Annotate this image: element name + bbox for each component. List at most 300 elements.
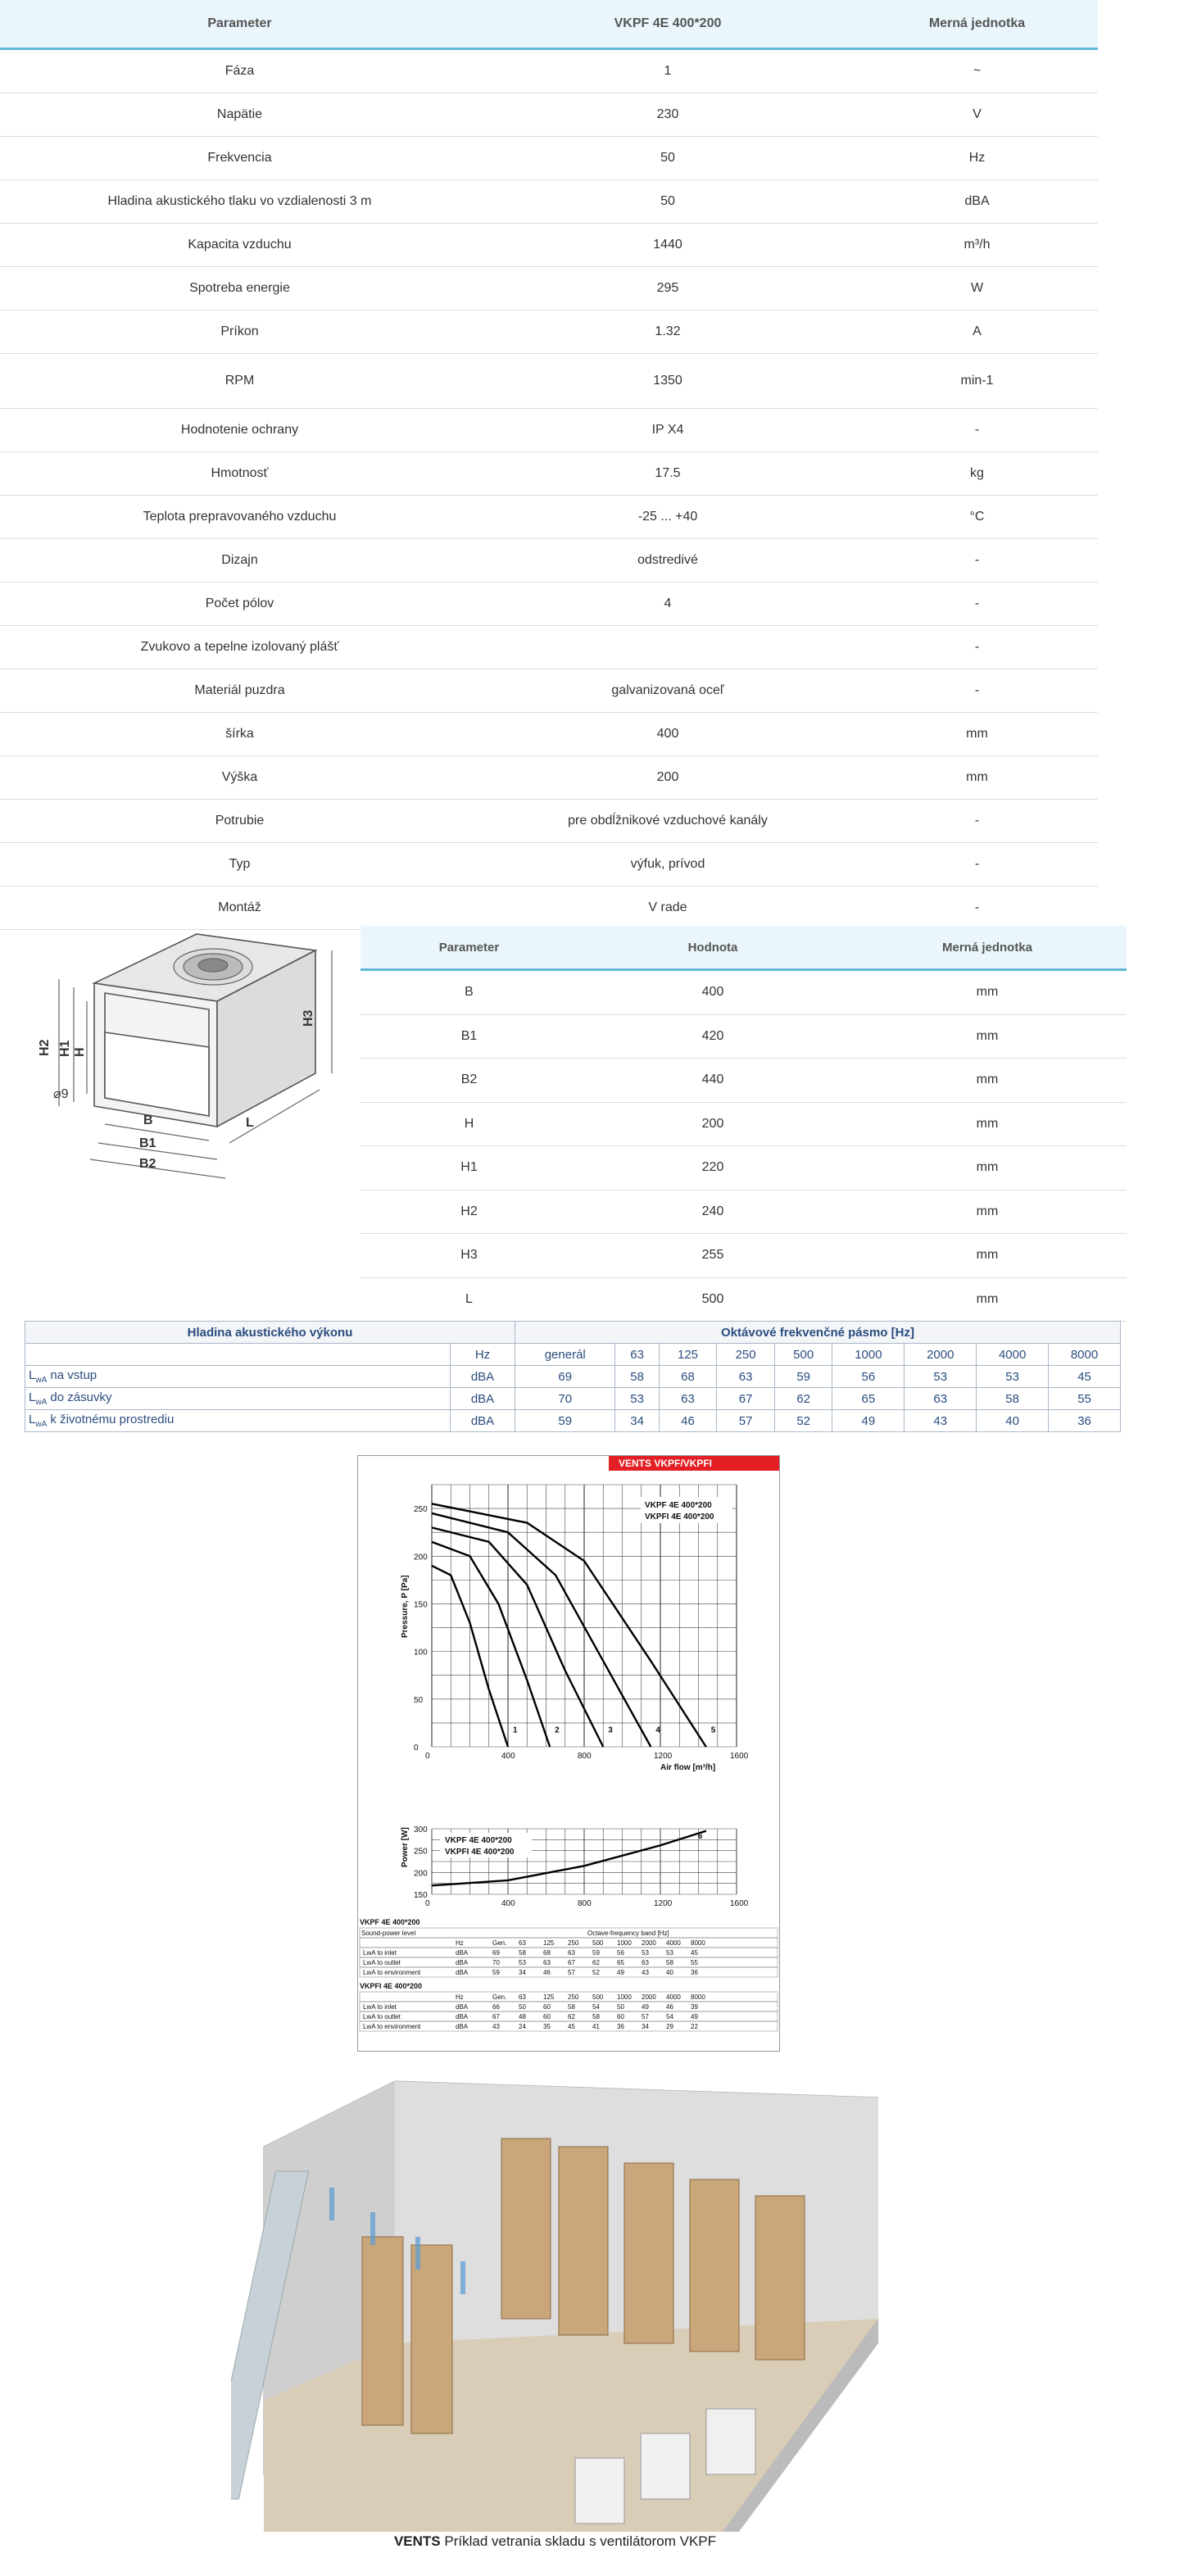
legend-item-1: VKPF 4E 400*200 (645, 1501, 712, 1510)
x-tick-label: 1600 (730, 1752, 749, 1761)
acoustic-band: 2000 (905, 1344, 977, 1366)
dim-parameter: H (464, 1116, 474, 1131)
mini-table-cell: 69 (492, 1949, 500, 1957)
acoustic-value: 63 (717, 1366, 775, 1388)
power-y-tick: 200 (414, 1869, 428, 1879)
spec-parameter: Potrubie (215, 814, 265, 828)
mini-table-cell: 58 (592, 2013, 600, 2020)
acoustic-value: 63 (905, 1388, 977, 1410)
spec-parameter: Napätie (216, 107, 263, 121)
x-tick-label: 1200 (654, 1752, 673, 1761)
mini-table-cell: 55 (691, 1959, 698, 1966)
legend-item-2: VKPFI 4E 400*200 (645, 1512, 714, 1522)
mini-table-cell: 50 (519, 2003, 526, 2011)
spec-parameter: Výška (221, 770, 258, 784)
spec-row (0, 669, 1098, 713)
caption-brand: VENTS (393, 2533, 441, 2549)
label-b2: B2 (139, 1157, 156, 1171)
y-tick-label: 200 (414, 1553, 428, 1562)
spec-parameter: Dizajn (221, 553, 258, 567)
mini-table-cell: 45 (568, 2023, 575, 2030)
dim-row (360, 1103, 1127, 1147)
mini-table-cell: 57 (642, 2013, 649, 2020)
acoustic-value: 56 (832, 1366, 905, 1388)
power-series-label: 6 (697, 1832, 703, 1841)
mini-table-cell: 36 (617, 2023, 624, 2030)
dim-row (360, 1015, 1127, 1059)
mini-table-cell: dBA (456, 1949, 469, 1957)
acoustic-value: 63 (659, 1388, 717, 1410)
spec-row (0, 496, 1098, 539)
mini-table-cell: 58 (519, 1949, 526, 1957)
spec-value: 230 (656, 107, 679, 121)
dim-row (360, 1278, 1127, 1322)
y-tick-label: 100 (414, 1648, 428, 1658)
mini-table-cell: 70 (492, 1959, 500, 1966)
spec-parameter: Montáž (218, 900, 261, 914)
spec-table (0, 0, 1098, 930)
acoustic-value: 70 (515, 1388, 615, 1410)
spec-parameter: Počet pólov (205, 596, 274, 610)
spec-row (0, 626, 1098, 669)
dim-unit: mm (976, 1160, 999, 1175)
dimension-table (360, 926, 1127, 1322)
power-y-tick: 300 (414, 1825, 428, 1834)
spec-value: 200 (656, 770, 679, 784)
spec-parameter: šírka (225, 727, 254, 741)
mini-table-header: Gen. (492, 1993, 507, 2001)
mini-table-cell: 29 (666, 2023, 673, 2030)
mini-table-header: 4000 (666, 1939, 681, 1947)
mini-table-cell: 54 (592, 2003, 600, 2011)
mini-table-cell: 58 (666, 1959, 673, 1966)
label-h1: H1 (58, 1040, 72, 1057)
mini-table-cell: dBA (456, 1959, 469, 1966)
power-x-tick: 1200 (654, 1899, 673, 1908)
series-line-2 (432, 1542, 550, 1747)
mini-table-header: 500 (592, 1939, 604, 1947)
acoustic-row-label: $L_{wA}$ na vstup (25, 1366, 451, 1388)
spec-row (0, 452, 1098, 496)
mini-table-cell: 41 (592, 2023, 600, 2030)
spec-parameter: Fáza (224, 64, 255, 78)
mini-table-cell: 24 (519, 2023, 526, 2030)
mini-table-header: 8000 (691, 1939, 705, 1947)
acoustic-band: 1000 (832, 1344, 905, 1366)
series-line-3 (432, 1527, 603, 1747)
acoustic-value: 45 (1049, 1366, 1121, 1388)
power-legend-1: VKPF 4E 400*200 (445, 1836, 512, 1845)
power-x-tick: 800 (578, 1899, 592, 1908)
spec-parameter: Zvukovo a tepelne izolovaný plášť (140, 640, 339, 654)
spec-parameter: Hmotnosť (211, 466, 269, 480)
spec-unit: kg (970, 466, 984, 480)
mini-table-cell: 63 (642, 1959, 649, 1966)
spec-row (0, 311, 1098, 354)
spec-row (0, 224, 1098, 267)
spec-value: 50 (660, 194, 675, 208)
header-unit: Merná jednotka (928, 16, 1026, 30)
mini-table-cell: 34 (642, 2023, 649, 2030)
spec-value: V rade (648, 900, 687, 914)
spec-unit: - (974, 683, 980, 697)
label-h: H (73, 1047, 87, 1057)
dim-parameter: B1 (460, 1028, 478, 1043)
mini-table-header: 2000 (642, 1939, 656, 1947)
dim-value: 420 (701, 1028, 724, 1043)
acoustic-row (25, 1410, 1121, 1432)
mini-table-cell: LwA to environment (363, 2023, 421, 2030)
spec-parameter: Hodnotenie ochrany (180, 423, 299, 437)
power-y-tick: 150 (414, 1891, 428, 1900)
acoustic-value: 58 (977, 1388, 1049, 1410)
acoustic-value: 52 (774, 1410, 832, 1432)
spec-row (0, 409, 1098, 452)
mini-table-cell: 40 (666, 1969, 673, 1976)
series-label-1: 1 (513, 1726, 518, 1735)
spec-unit: - (974, 900, 980, 914)
mini-table-cell: 39 (691, 2003, 698, 2011)
mini-table-title: VKPFI 4E 400*200 (360, 1982, 423, 1990)
mini-table-header: 63 (519, 1939, 526, 1947)
dim-unit: mm (976, 1028, 999, 1043)
mini-table-cell: 53 (519, 1959, 526, 1966)
mini-table-header: 125 (543, 1939, 555, 1947)
mini-table-cell: 54 (666, 2013, 673, 2020)
spec-row (0, 267, 1098, 311)
spec-unit: m³/h (964, 238, 991, 252)
dim-row (360, 1146, 1127, 1190)
spec-unit: V (973, 107, 982, 121)
mini-table-header: 250 (568, 1939, 579, 1947)
mini-table-header: Gen. (492, 1939, 507, 1947)
dim-header-value: Hodnota (687, 940, 738, 955)
acoustic-value: 67 (717, 1388, 775, 1410)
label-b1: B1 (139, 1136, 156, 1150)
mini-table-cell: 62 (592, 1959, 600, 1966)
acoustic-unit: dBA (451, 1410, 515, 1432)
dim-row (360, 1059, 1127, 1103)
power-y-tick: 250 (414, 1847, 428, 1857)
series-label-3: 3 (608, 1726, 613, 1735)
dim-unit: mm (976, 1248, 999, 1263)
spec-row (0, 50, 1098, 93)
mini-table-header: 1000 (617, 1993, 632, 2001)
dimension-drawing (8, 909, 352, 1180)
dim-value: 220 (701, 1160, 724, 1175)
illustration-caption (0, 2533, 1110, 2550)
mini-table-title: VKPF 4E 400*200 (360, 1918, 420, 1926)
acoustic-value: 34 (615, 1410, 659, 1432)
spec-value: 400 (656, 727, 679, 741)
mini-table-cell: 57 (568, 1969, 575, 1976)
label-h3: H3 (302, 1009, 315, 1027)
mini-table-cell: 60 (617, 2013, 624, 2020)
mini-table-header: 2000 (642, 1993, 656, 2001)
acoustic-value: 58 (615, 1366, 659, 1388)
dim-parameter: H1 (460, 1160, 478, 1175)
acoustic-band: 500 (774, 1344, 832, 1366)
dim-parameter: L (465, 1291, 473, 1306)
spec-unit: - (974, 596, 980, 610)
mini-table-cell: 58 (568, 2003, 575, 2011)
acoustic-value: 65 (832, 1388, 905, 1410)
spec-row (0, 583, 1098, 626)
acoustic-value: 59 (774, 1366, 832, 1388)
spec-table-header (0, 0, 1098, 50)
dim-value: 400 (701, 985, 724, 1000)
mini-table-cell: 66 (492, 2003, 500, 2011)
spec-unit: - (974, 553, 980, 567)
mini-table-cell: 63 (543, 1959, 551, 1966)
mini-table-cell: LwA to outlet (363, 1959, 401, 1966)
acoustic-table (25, 1321, 1121, 1432)
power-legend-2: VKPFI 4E 400*200 (445, 1848, 515, 1857)
dim-value: 500 (701, 1291, 724, 1306)
x-tick-label: 800 (578, 1752, 592, 1761)
header-parameter: Parameter (207, 16, 272, 30)
mini-table-cell: 46 (666, 2003, 673, 2011)
performance-chart-panel (357, 1455, 780, 2052)
acoustic-value: 53 (977, 1366, 1049, 1388)
caption-text: Príklad vetrania skladu s ventilátorom VKPF (444, 2533, 717, 2549)
spec-unit: mm (966, 727, 988, 741)
label-l: L (246, 1116, 254, 1130)
spec-value: 1 (664, 64, 672, 78)
mini-table-cell: dBA (456, 2023, 469, 2030)
mini-table-cell: 49 (642, 2003, 649, 2011)
spec-unit: min-1 (960, 374, 994, 388)
mini-table-cell: 60 (543, 2003, 551, 2011)
spec-value: IP X4 (651, 423, 684, 437)
acoustic-row (25, 1388, 1121, 1410)
acoustic-value: 49 (832, 1410, 905, 1432)
mini-table-caption-row (360, 1928, 778, 1938)
mini-table-cell: dBA (456, 2003, 469, 2011)
mini-table-cell: 43 (492, 2023, 500, 2030)
mini-table-cell: 59 (492, 1969, 500, 1976)
x-axis-label: Air flow [m³/h] (660, 1763, 716, 1772)
dim-parameter: B (465, 985, 474, 1000)
acoustic-value: 46 (659, 1410, 717, 1432)
acoustic-row-label: $L_{wA}$ do zásuvky (25, 1388, 451, 1410)
spec-parameter: Teplota prepravovaného vzduchu (143, 510, 337, 524)
mini-table-cell: dBA (456, 1969, 469, 1976)
dim-row (360, 1190, 1127, 1235)
performance-chart (358, 1456, 779, 2051)
acoustic-row-text: do zásuvky (50, 1390, 112, 1404)
dim-unit: mm (976, 985, 999, 1000)
acoustic-row-text: k životnému prostrediu (50, 1413, 175, 1426)
spec-parameter: Spotreba energie (189, 281, 290, 295)
spec-parameter: RPM (224, 374, 255, 388)
spec-value: pre obdĺžnikové vzduchové kanály (568, 814, 768, 828)
acoustic-band: 4000 (977, 1344, 1049, 1366)
mini-table-cell: 59 (592, 1949, 600, 1957)
spec-row (0, 180, 1098, 224)
x-tick-label: 0 (425, 1752, 430, 1761)
series-line-4 (432, 1513, 651, 1747)
mini-table-cell: 34 (519, 1969, 526, 1976)
spec-row (0, 800, 1098, 843)
mini-table-header: Hz (456, 1993, 464, 2001)
dim-unit: mm (976, 1073, 999, 1087)
spec-parameter: Príkon (220, 324, 259, 338)
spec-value: 1440 (653, 238, 682, 252)
spec-value: -25 ... +40 (637, 510, 698, 524)
spec-value: odstredivé (637, 553, 698, 567)
spec-unit: dBA (964, 194, 990, 208)
mini-table-header: 4000 (666, 1993, 681, 2001)
y-axis-label: Pressure, P [Pa] (401, 1575, 410, 1638)
mini-table-cell: 36 (691, 1969, 698, 1976)
acoustic-value: 53 (615, 1388, 659, 1410)
spec-unit: - (974, 857, 980, 871)
spec-unit: ~ (973, 64, 982, 78)
mini-table-cell: 63 (568, 1949, 575, 1957)
mini-table-cell: dBA (456, 2013, 469, 2020)
series-label-2: 2 (555, 1726, 560, 1735)
spec-parameter: Kapacita vzduchu (188, 238, 292, 252)
y-tick-label: 250 (414, 1505, 428, 1515)
dim-value: 440 (701, 1073, 724, 1087)
dim-unit: mm (976, 1291, 999, 1306)
power-x-tick: 1600 (730, 1899, 749, 1908)
spec-unit: W (970, 281, 984, 295)
mini-table-cell: 52 (592, 1969, 600, 1976)
dim-row (360, 1234, 1127, 1278)
y-tick-label: 50 (414, 1695, 424, 1705)
x-tick-label: 400 (501, 1752, 515, 1761)
acoustic-value: 40 (977, 1410, 1049, 1432)
dim-value: 240 (701, 1204, 724, 1218)
spec-row (0, 713, 1098, 756)
mini-table-cell: 60 (543, 2013, 551, 2020)
mini-table-cell: 67 (492, 2013, 500, 2020)
y-tick-label: 0 (414, 1744, 419, 1753)
mini-table-cell: LwA to inlet (363, 2003, 397, 2011)
dim-value: 255 (701, 1248, 724, 1263)
spec-value: 1.32 (655, 324, 681, 338)
mini-table-header: 125 (543, 1993, 555, 2001)
spec-unit: - (974, 423, 980, 437)
power-x-tick: 0 (425, 1899, 430, 1908)
mini-table-header: 63 (519, 1993, 526, 2001)
spec-value: výfuk, prívod (630, 857, 705, 871)
mini-table-cell: 56 (617, 1949, 624, 1957)
spec-unit: - (974, 640, 980, 654)
mini-table-cell: 48 (519, 2013, 526, 2020)
acoustic-band: 125 (659, 1344, 717, 1366)
acoustic-hz: Hz (451, 1344, 515, 1366)
acoustic-value: 57 (717, 1410, 775, 1432)
dim-header-unit: Merná jednotka (941, 940, 1033, 955)
spec-row (0, 843, 1098, 887)
mini-table-header: Hz (456, 1939, 464, 1947)
mini-table-header: 500 (592, 1993, 604, 2001)
spec-value: 17.5 (655, 466, 681, 480)
header-model: VKPF 4E 400*200 (614, 16, 722, 30)
acoustic-band: 63 (615, 1344, 659, 1366)
label-h2: H2 (38, 1039, 52, 1056)
acoustic-unit: dBA (451, 1388, 515, 1410)
mini-table-cell: 43 (642, 1969, 649, 1976)
spec-unit: °C (969, 510, 985, 524)
mini-table-cell: LwA to outlet (363, 2013, 401, 2020)
mini-table-cell: 49 (617, 1969, 624, 1976)
dim-header-parameter: Parameter (438, 940, 500, 955)
label-b: B (143, 1113, 153, 1127)
acoustic-value: 69 (515, 1366, 615, 1388)
series-label-5: 5 (710, 1726, 716, 1735)
warehouse-illustration (231, 2073, 878, 2532)
dim-parameter: H3 (460, 1248, 478, 1263)
spec-parameter: Typ (229, 857, 251, 871)
mini-table-cell: 65 (617, 1959, 624, 1966)
mini-table-cell: 35 (543, 2023, 551, 2030)
dim-parameter: H2 (460, 1204, 478, 1218)
acoustic-band: generál (515, 1344, 615, 1366)
dim-unit: mm (976, 1116, 999, 1131)
chart-banner-text: VENTS VKPF/VKPFI (619, 1458, 713, 1469)
spec-value: 50 (660, 151, 675, 165)
acoustic-value: 62 (774, 1388, 832, 1410)
acoustic-value: 59 (515, 1410, 615, 1432)
mini-table-band-title: Octave-frequency band [Hz] (587, 1930, 669, 1937)
spec-parameter: Hladina akustického tlaku vo vzdialenosti 3 m (107, 194, 372, 208)
mini-table-cell: 50 (617, 2003, 624, 2011)
dim-parameter: B2 (460, 1073, 478, 1087)
spec-parameter: Frekvencia (207, 151, 272, 165)
mini-table-cell: 53 (666, 1949, 673, 1957)
acoustic-value: 68 (659, 1366, 717, 1388)
acoustic-value: 55 (1049, 1388, 1121, 1410)
spec-value: 4 (664, 596, 672, 610)
acoustic-row (25, 1366, 1121, 1388)
mini-table-cell: 68 (543, 1949, 551, 1957)
spec-unit: - (974, 814, 980, 828)
spec-unit: Hz (968, 151, 986, 165)
dim-row (360, 971, 1127, 1015)
dim-value: 200 (701, 1116, 724, 1131)
label-hole: ⌀9 (53, 1087, 69, 1101)
series-label-4: 4 (655, 1726, 660, 1735)
dimension-table-header (360, 926, 1127, 971)
spec-row (0, 539, 1098, 583)
spec-row (0, 756, 1098, 800)
acoustic-band-title: Oktávové frekvenčné pásmo [Hz] (515, 1322, 1121, 1344)
mini-table-cell: 49 (691, 2013, 698, 2020)
series-line-5 (432, 1503, 706, 1747)
mini-table-cell: 62 (568, 2013, 575, 2020)
acoustic-row-label: $L_{wA}$ k životnému prostrediu (25, 1410, 451, 1432)
spec-value: 295 (656, 281, 679, 295)
acoustic-unit: dBA (451, 1366, 515, 1388)
mini-table-header: 250 (568, 1993, 579, 2001)
mini-table-header: 1000 (617, 1939, 632, 1947)
spec-value: 1350 (653, 374, 682, 388)
mini-table-caption: Sound-power level (361, 1930, 416, 1937)
acoustic-value: 43 (905, 1410, 977, 1432)
acoustic-title: Hladina akustického výkonu (25, 1322, 515, 1344)
acoustic-band: 8000 (1049, 1344, 1121, 1366)
acoustic-value: 53 (905, 1366, 977, 1388)
spec-row (0, 93, 1098, 137)
spec-row (0, 137, 1098, 180)
mini-table-cell: 67 (568, 1959, 575, 1966)
spec-parameter: Materiál puzdra (194, 683, 285, 697)
mini-table-cell: 46 (543, 1969, 551, 1976)
